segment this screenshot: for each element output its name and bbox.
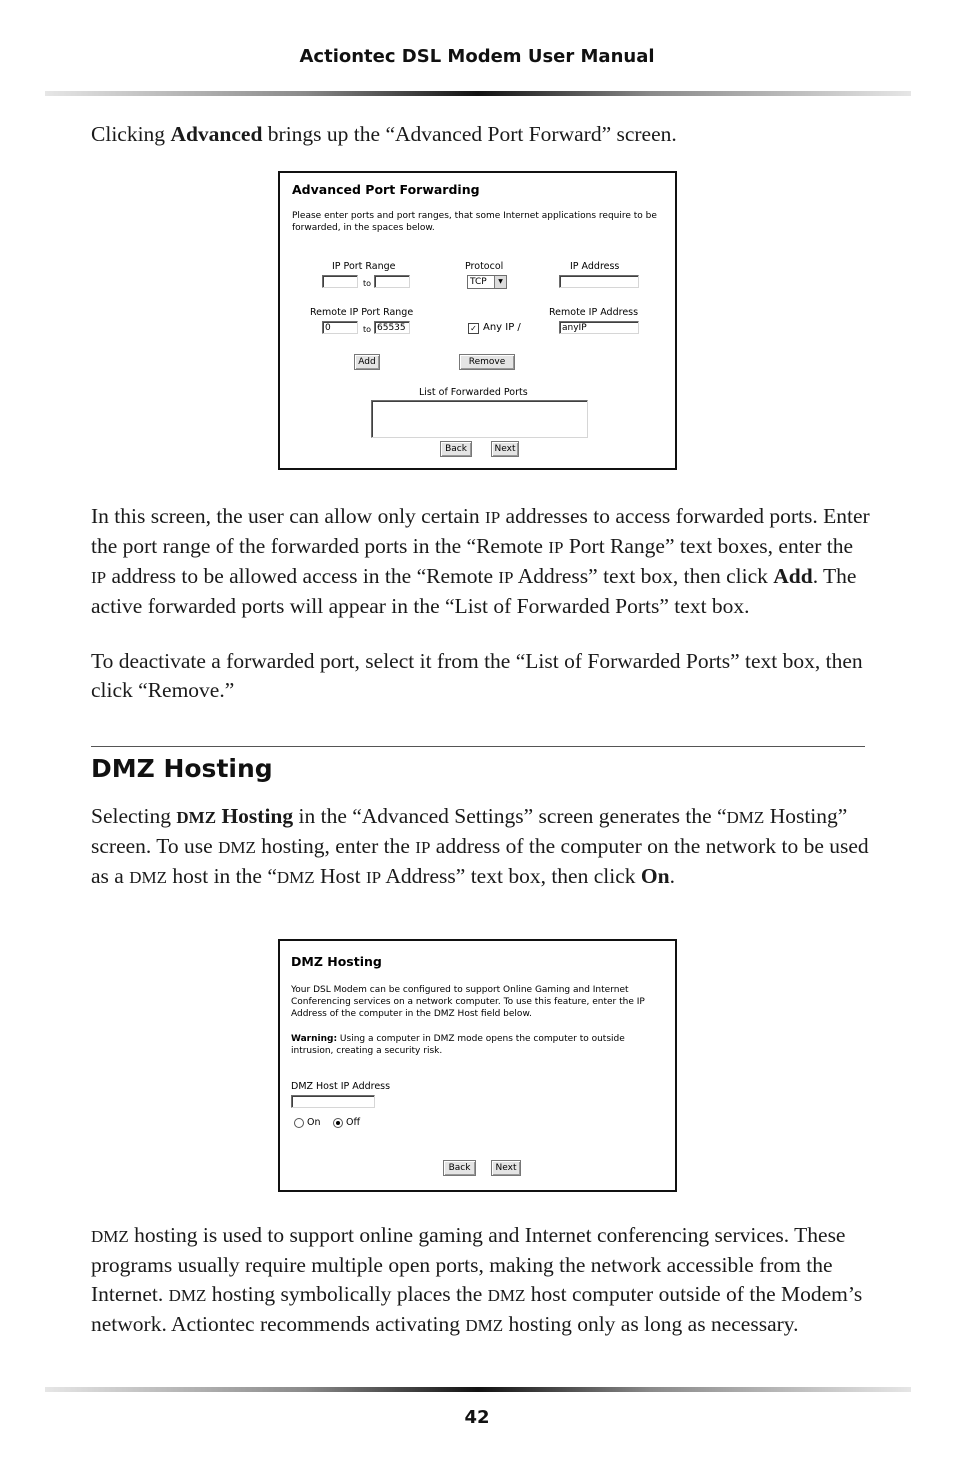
any-ip-checkbox[interactable]: ✓ (468, 323, 479, 334)
apf-back-button[interactable]: Back (440, 441, 472, 457)
off-label: Off (346, 1117, 361, 1128)
protocol-value: TCP (470, 277, 487, 287)
ip-address-input[interactable] (559, 275, 639, 288)
footer-rule (45, 1387, 911, 1392)
page-number: 42 (464, 1407, 490, 1428)
dmz-screen-title: DMZ Hosting (291, 954, 382, 969)
remote-port-from-input[interactable]: 0 (322, 321, 358, 334)
dmz-back-button[interactable]: Back (443, 1160, 476, 1176)
apf-title: Advanced Port Forwarding (292, 182, 480, 197)
on-radio[interactable] (294, 1118, 304, 1128)
dmz-warning: Warning: Using a computer in DMZ mode opens the computer to outside intrusion, creating a security risk. (291, 1034, 625, 1056)
protocol-label: Protocol (465, 261, 504, 272)
dmz-explanation-paragraph: DMZ hosting is used to support online gaming and Internet conferencing services. These programs usually require multiple open ports, making the network accessible from the Internet. DMZ hosting symbolically places the DMZ host computer outside of the Modem’s network. Actiontec recommends activating DMZ hosting only as long as necessary. (91, 1223, 863, 1336)
apf-description: Please enter ports and port ranges, that some Internet applications require to be forwarded, in the spaces below. (292, 211, 657, 233)
off-radio[interactable] (333, 1118, 343, 1128)
on-label: On (307, 1117, 321, 1128)
dmz-intro-paragraph: Selecting DMZ Hosting in the “Advanced Settings” screen generates the “DMZ Hosting” screen. To use DMZ hosting, enter the IP address of the computer on the network to be used as a DMZ host in the “DMZ Host IP Address” text box, then click On. (91, 804, 869, 888)
header-rule (45, 91, 911, 96)
intro-paragraph: Clicking Advanced brings up the “Advanced Port Forward” screen. (91, 122, 677, 146)
dmz-host-ip-input[interactable] (291, 1095, 375, 1108)
ip-port-from-input[interactable] (322, 275, 358, 288)
remote-port-range-label: Remote IP Port Range (310, 307, 414, 318)
ip-port-range-label: IP Port Range (332, 261, 396, 272)
any-ip-label: Any IP / (483, 322, 521, 333)
remote-ip-input[interactable]: anyIP (559, 321, 639, 334)
ip-address-label: IP Address (570, 261, 620, 272)
apf-next-button[interactable]: Next (491, 441, 519, 457)
deactivate-paragraph: To deactivate a forwarded port, select it from the “List of Forwarded Ports” text box, then click “Remove.” (91, 649, 863, 702)
port-forward-paragraph: In this screen, the user can allow only certain IP addresses to access forwarded ports. Enter the port range of the forwarded ports in the “Remote IP Port Range” text boxes, enter the IP address to be allowed access in the “Remote IP Address” text box, then click Add. The active forwarded ports will appear in the “List of Forwarded Ports” text box. (91, 504, 870, 618)
remove-button[interactable]: Remove (459, 354, 515, 370)
dmz-hosting-screenshot (278, 939, 677, 1192)
chevron-down-icon[interactable]: ▼ (494, 276, 506, 288)
dmz-next-button[interactable]: Next (491, 1160, 521, 1176)
to-label: to (363, 279, 372, 288)
header-title: Actiontec DSL Modem User Manual (299, 46, 655, 67)
forwarded-ports-list-label: List of Forwarded Ports (419, 387, 528, 398)
section-heading: DMZ Hosting (91, 754, 273, 783)
dmz-description: Your DSL Modem can be configured to support Online Gaming and Internet Conferencing services on a network computer. To use this feature, enter the IP Address of the computer in the DMZ Host field below. (291, 985, 645, 1019)
remote-ip-address-label: Remote IP Address (549, 307, 639, 318)
remote-port-to-input[interactable]: 65535 (374, 321, 410, 334)
add-button[interactable]: Add (354, 354, 380, 370)
advanced-port-forwarding-screenshot (278, 171, 677, 470)
protocol-select[interactable] (467, 275, 507, 289)
section-divider (91, 746, 865, 747)
forwarded-ports-list[interactable] (371, 400, 588, 438)
ip-port-to-input[interactable] (374, 275, 410, 288)
to-label-remote: to (363, 325, 372, 334)
dmz-host-ip-label: DMZ Host IP Address (291, 1081, 391, 1092)
